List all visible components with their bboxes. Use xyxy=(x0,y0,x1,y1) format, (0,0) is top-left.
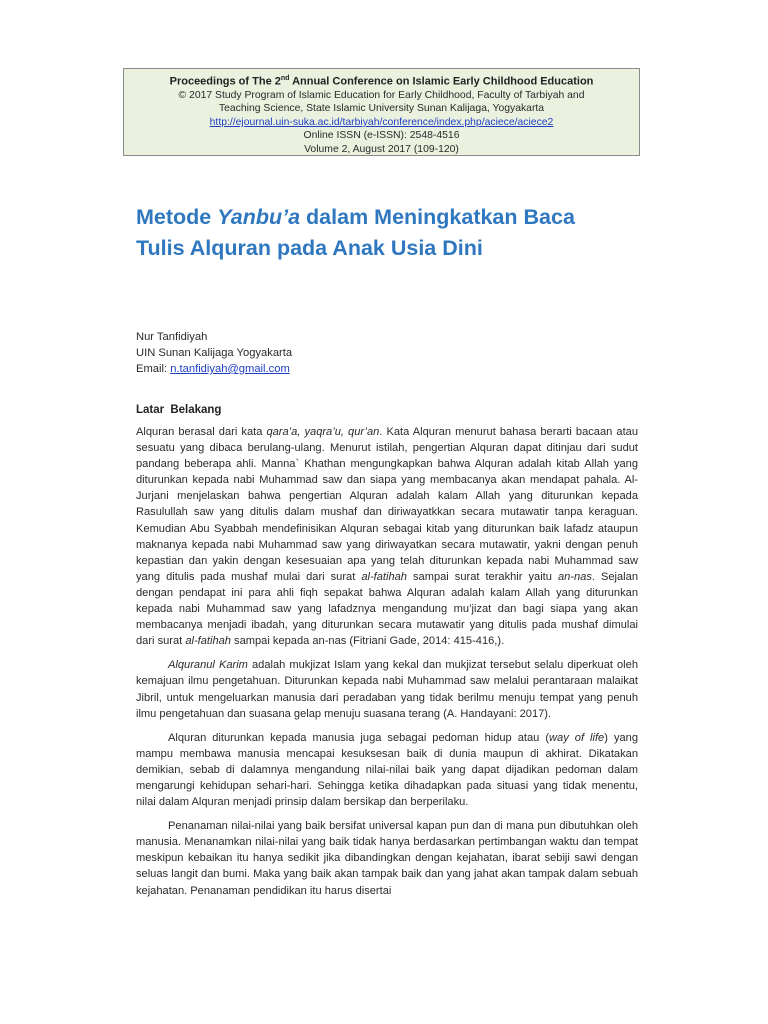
paragraph-1 xyxy=(136,424,638,649)
section-heading: Latar Belakang xyxy=(136,404,222,416)
p1-text-e: sampai kepada an-nas (Fitriani Gade, 2014: 415-416,). xyxy=(230,635,505,648)
title-part1: Metode xyxy=(136,205,218,229)
proceedings-title-suffix: Annual Conference on Islamic Early Childhood Education xyxy=(289,75,594,88)
email-label: Email: xyxy=(136,363,171,375)
title-italic: Yanbu’a xyxy=(217,205,301,229)
issn-line: Online ISSN (e-ISSN): 2548-4516 xyxy=(303,130,460,142)
author-name: Nur Tanfidiyah xyxy=(136,331,208,343)
body-text xyxy=(136,424,638,907)
p1-italic-3: an-nas xyxy=(557,570,592,583)
proceedings-header-box xyxy=(123,68,640,156)
title-line2: Tulis Alquran pada Anak Usia Dini xyxy=(136,236,483,260)
p1-italic-1: qara’a, yaqra’u, qur’an xyxy=(266,426,380,438)
copyright-line: © 2017 Study Program of Islamic Education for Early Childhood, Faculty of Tarbiyah and xyxy=(178,90,585,102)
p4-text-a: Penanaman nilai-nilai yang baik bersifat universal kapan pun dan di mana pun dibutuhkan oleh manusia. Menanamkan nilai-nilai yang baik tidak hanya berdasarkan pertimbangan waktu dan tempat meskipun kebaikan itu hanya sedikit jika dibandingkan dengan kejahatan, ibarat sebiji sawi dengan seluas langit dan bumi. Maka yang baik akan tampak baik dan yang jahat akan tampak dalam sebuah kejahatan. Penanaman pendidikan itu harus disertai xyxy=(136,820,638,897)
volume-line: Volume 2, August 2017 (109-120) xyxy=(304,143,459,155)
p1-text-b: . Kata Alquran menurut bahasa berarti bacaan atau sesuatu yang dibaca berulang-ulang. Menurut istilah, pengertian Alquran dapat ditinjau dari sudut pandang beberapa ahli. Manna` Khathan mengungkapkan bahwa Alquran adalah kitab Allah yang diturunkan kepada nabi Muhammad saw dan siapa yang membacanya akan mendapat pahala. Al-Jurjani menjelaskan bahwa pengertian Alquran adalah kalam Allah yang diturunkan kepada Rasulullah saw yang ditulis dalam mushaf dan diriwayatkkan secara mutawatir tanpa keraguan. Kemudian Abu Syabbah mendefinisikan Alquran sebagai kitab yang diturunkan baik lafadz ataupun maknanya kepada nabi Muhammad saw yang diriwayatkan secara mutawatir, yakni dengan penuh kepastian dan yakin dengan kesesuaian apa yang telah diturunkan kepada nabi Muhammad saw yang ditulis pada mushaf mulai dari surat xyxy=(136,426,638,583)
author-block xyxy=(136,329,292,377)
author-affiliation: UIN Sunan Kalijaga Yogyakarta xyxy=(136,347,293,359)
proceedings-title-sup: nd xyxy=(280,75,290,82)
p1-text-d: . Sejalan dengan pendapat ini para ahli fiqh sepakat bahwa Alquran adalah kalam Allah yang diturunkan kepada nabi Muhammad saw yang lafadznya mengandung mu’jizat dan bagi siapa yang akan membacanya menjadi ibadah, yang diturunkan secara mutawatir yang ditulis pada mushaf dimulai dari surat xyxy=(136,570,638,648)
journal-link[interactable]: http://ejournal.uin-suka.ac.id/tarbiyah/conference/index.php/aciece/aciece2 xyxy=(209,116,554,128)
p1-italic-2: al-fatihah xyxy=(361,570,407,583)
p1-text-c: sampai surat terakhir yaitu xyxy=(406,570,558,583)
paragraph-2 xyxy=(136,657,638,721)
p3-text-a: Alquran diturunkan kepada manusia juga sebagai pedoman hidup atau ( xyxy=(168,731,550,744)
title-part2: dalam Meningkatkan Baca xyxy=(300,205,575,229)
article-title xyxy=(136,202,656,264)
p3-text-b: ) yang mampu membawa manusia mencapai kesuksesan baik di dunia maupun di akhirat. Dikatakan demikian, sebab di dalamnya mengandung nilai-nilai baik yang dapat dijadikan pedoman dalam mengarungi kehidupan sehari-hari. Sehingga ketika dihadapkan pada situasi yang tidak menentu, nilai dalam Alquran menjadi prinsip dalam bersikap dan berperilaku. xyxy=(136,731,638,809)
paragraph-3 xyxy=(136,730,638,810)
p2-text-a: adalah mukjizat Islam yang kekal dan mukjizat tersebut selalu diperkuat oleh kemajuan ilmu pengetahuan. Diturunkan kepada nabi Muhammad saw melalui perantaraan malaikat Jibril, untuk mengeluarkan manusia dari peradaban yang tidak berilmu menuju tempat yang penuh ilmu pengetahuan dan suasana gelap menuju suasana terang (A. Handayani: 2017). xyxy=(136,659,638,720)
p1-italic-4: al-fatihah xyxy=(185,635,231,648)
p1-text-a: Alquran berasal dari kata xyxy=(136,426,267,438)
author-email-link[interactable]: n.tanfidiyah@gmail.com xyxy=(170,363,290,375)
proceedings-title xyxy=(124,72,639,89)
institution-line: Teaching Science, State Islamic University Sunan Kalijaga, Yogyakarta xyxy=(218,103,545,115)
proceedings-title-prefix: Proceedings of The 2 xyxy=(169,75,281,88)
paragraph-4 xyxy=(136,818,638,898)
p3-italic-1: way of life xyxy=(549,731,605,744)
p2-italic-1: Alquranul Karim xyxy=(168,659,248,672)
